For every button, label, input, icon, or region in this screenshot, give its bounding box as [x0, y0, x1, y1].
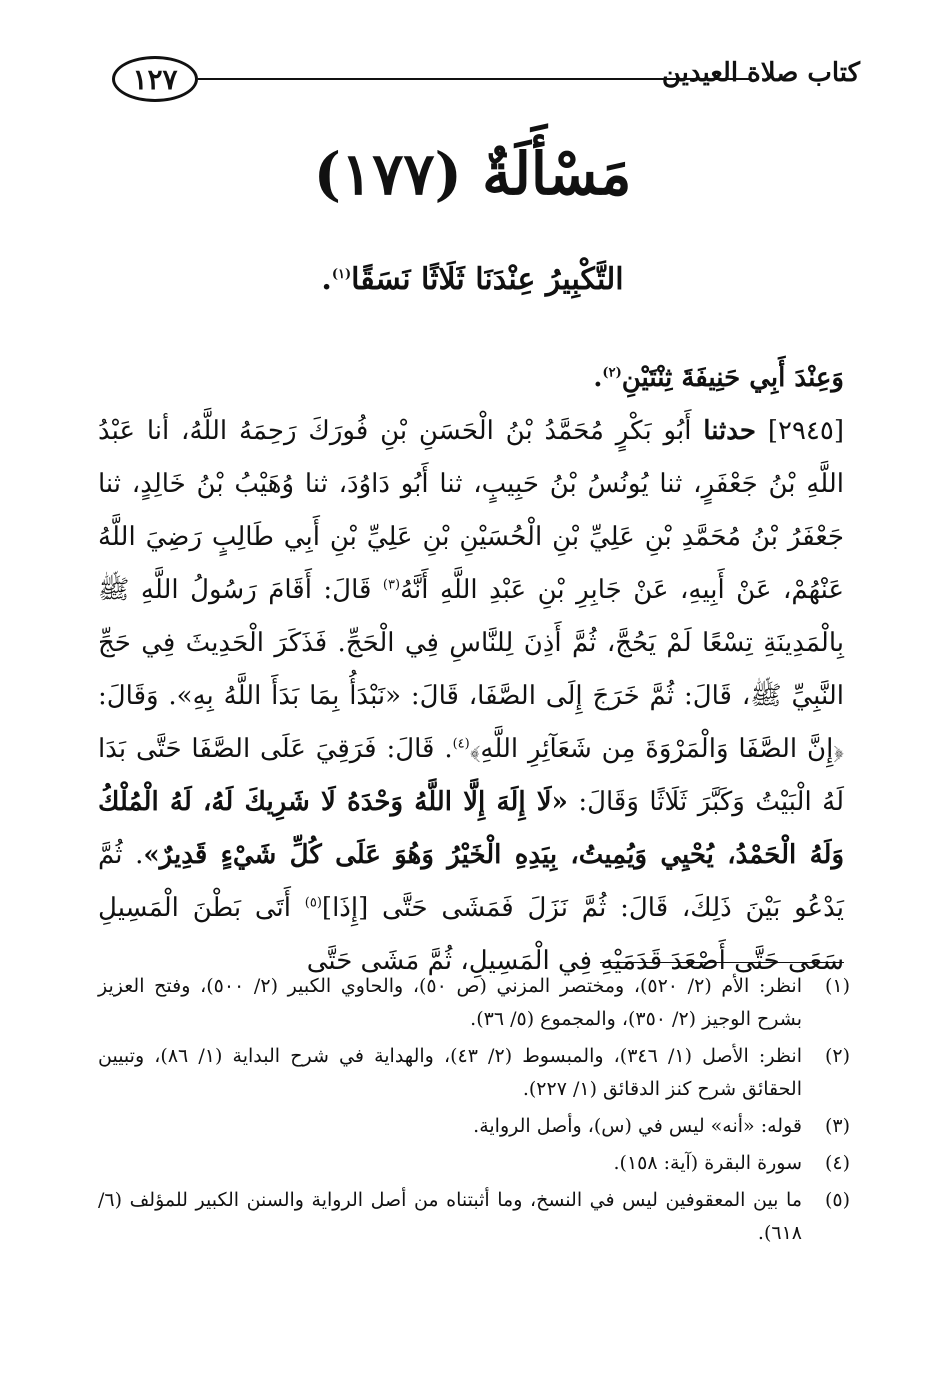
footnote-ref[interactable]: (٢) [602, 365, 622, 381]
footnote-separator [600, 962, 844, 963]
running-title: كتاب صلاة العيدين [661, 58, 860, 88]
footnote [98, 970, 850, 1036]
footnote [98, 1147, 850, 1180]
isnad-text: أَبُو بَكْرٍ مُحَمَّدُ بْنُ الْحَسَنِ بْنِ فُورَكَ رَحِمَهُ اللَّهُ، أنا عَبْدُ اللَّهِ بْنُ جَعْفَرٍ، ثنا يُونُسُ بْنُ حَبِيبٍ، ثنا أَبُو دَاوُدَ، ثنا وُهَيْبُ بْنُ خَالِدٍ، ثنا جَعْفَرُ بْنُ مُحَمَّدِ بْنِ عَلِيِّ بْنِ الْحُسَيْنِ بْنِ عَلِيِّ بْنِ أَبِي طَالِبٍ رَضِيَ اللَّهُ عَنْهُمْ، عَنْ أَبِيهِ، عَنْ جَابِرِ بْنِ عَبْدِ اللَّهِ أَنَّهُ [98, 416, 845, 605]
footnote-ref[interactable]: (١) [331, 267, 352, 282]
haddathana-word: حدثنا [703, 416, 756, 446]
page-header [100, 52, 860, 110]
footnote-ref[interactable]: (٣) [382, 577, 401, 593]
footnote-text: انظر: الأصل (١/ ٣٤٦)، والمبسوط (٢/ ٤٣)، والهداية في شرح البداية (١/ ٨٦)، وتبيين الحقائق شرح كنز الدقائق (١/ ٢٢٧). [98, 1045, 802, 1100]
chapter-title: مَسْأَلَةٌ (١٧٧) [313, 140, 632, 208]
opening-text: وَعِنْدَ أَبِي حَنِيفَةَ ثِنْتَيْنِ [621, 363, 844, 393]
footnote-number: (٤) [824, 1152, 850, 1174]
footnotes [98, 970, 850, 1254]
dhikr-quote: «لَا إِلَهَ إِلَّا اللَّهُ وَحْدَهُ لَا شَرِيكَ لَهُ، لَهُ الْمُلْكُ وَلَهُ الْحَمْدُ، يُحْيِي وَيُمِيتُ، بِيَدِهِ الْخَيْرُ وَهُوَ عَلَى كُلِّ شَيْءٍ قَدِيرٌ» [98, 787, 844, 870]
chapter-statement: التَّكْبِيرُ عِنْدَنَا ثَلَاثًا نَسَقًا$^{(١)}$. [321, 262, 624, 297]
footnote-number: (١) [824, 975, 850, 997]
matn-text-3: . ثُمَّ يَدْعُو بَيْنَ ذَلِكَ، قَالَ: ثُمَّ نَزَلَ فَمَشَى حَتَّى [98, 840, 844, 923]
bracket-insertion: [إِذَا] [321, 893, 369, 923]
footnote [98, 1040, 850, 1106]
footnote-text: انظر: الأم (٢/ ٥٢٠)، ومختصر المزني (ص ٥٠)، والحاوي الكبير (٢/ ٥٠٠)، وفتح العزيز بشرح الوجيز (٢/ ٣٥٠)، والمجموع (٥/ ٣٦). [98, 975, 802, 1030]
matn-text-4: أَتَى بَطْنَ الْمَسِيلِ سَعَى حَتَّى أَصْعَدَ قَدَمَيْهِ فِي الْمَسِيلِ، ثُمَّ مَشَى حَتَّى [98, 893, 844, 976]
footnote-text: قوله: «أنه» ليس في (س)، وأصل الرواية. [473, 1115, 802, 1137]
footnote-text: سورة البقرة (آية: ١٥٨). [613, 1152, 802, 1174]
footnote [98, 1184, 850, 1250]
page-number: ١٢٧ [112, 56, 198, 102]
footnote-text: ما بين المعقوفين ليس في النسخ، وما أثبتناه من أصل الرواية والسنن الكبير للمؤلف (٦/ ٦١٨). [98, 1189, 802, 1244]
hadith-number: [٢٩٤٥] [767, 416, 845, 446]
matn-text-2: قَالَ: فَرَقِيَ عَلَى الصَّفَا حَتَّى بَدَا لَهُ الْبَيْتُ وَكَبَّرَ ثَلَاثًا وَقَالَ: [98, 734, 844, 817]
footnote-ref[interactable]: (٥) [304, 895, 322, 911]
footnote-number: (٢) [824, 1045, 850, 1067]
footnote-number: (٣) [824, 1115, 850, 1137]
footnote-number: (٥) [824, 1189, 850, 1211]
matn-text: قَالَ: أَقَامَ رَسُولُ اللَّهِ ﷺ بِالْمَدِينَةِ تِسْعًا لَمْ يَحُجَّ، ثُمَّ أَذِنَ لِلنَّاسِ فِي الْحَجِّ. فَذَكَرَ الْحَدِيثَ فِي حَجِّ النَّبِيِّ ﷺ، قَالَ: ثُمَّ خَرَجَ إِلَى الصَّفَا، قَالَ: «نَبْدَأُ بِمَا بَدَأَ اللَّهُ بِهِ». وَقَالَ: ﴿إِنَّ الصَّفَا وَالْمَرْوَةَ مِن شَعَآئِرِ اللَّهِ﴾ [98, 575, 845, 764]
footnote-ref[interactable]: (٤) [452, 736, 470, 752]
opening-line: وَعِنْدَ أَبِي حَنِيفَةَ ثِنْتَيْنِ$^{(٢)}$. [593, 363, 844, 393]
footnote [98, 1110, 850, 1143]
hadith-paragraph: [٢٩٤٥] حدثنا أَبُو بَكْرٍ مُحَمَّدُ بْنُ الْحَسَنِ بْنِ فُورَكَ رَحِمَهُ اللَّهُ، أنا عَبْدُ اللَّهِ بْنُ جَعْفَرٍ، ثنا يُونُسُ بْنُ حَبِيبٍ، ثنا أَبُو دَاوُدَ، ثنا وُهَيْبُ بْنُ خَالِدٍ، ثنا جَعْفَرُ بْنُ مُحَمَّدِ بْنِ عَلِيِّ بْنِ الْحُسَيْنِ بْنِ عَلِيِّ بْنِ أَبِي طَالِبٍ رَضِيَ اللَّهُ عَنْهُمْ، عَنْ أَبِيهِ، عَنْ جَابِرِ بْنِ عَبْدِ اللَّهِ أَنَّهُ$^{(٣)}$ قَالَ: أَقَامَ رَسُولُ اللَّهِ ﷺ بِالْمَدِينَةِ تِسْعًا لَمْ يَحُجَّ، ثُمَّ أَذِنَ لِلنَّاسِ فِي الْحَجِّ. فَذَكَرَ الْحَدِيثَ فِي حَجِّ النَّبِيِّ ﷺ، قَالَ: ثُمَّ خَرَجَ إِلَى الصَّفَا، قَالَ: «نَبْدَأُ بِمَا بَدَأَ اللَّهُ بِهِ». وَقَالَ: ﴿إِنَّ الصَّفَا وَالْمَرْوَةَ مِن شَعَآئِرِ اللَّهِ﴾$^{(٤)}$. قَالَ: فَرَقِيَ عَلَى الصَّفَا حَتَّى بَدَا لَهُ الْبَيْتُ وَكَبَّرَ ثَلَاثًا وَقَالَ: «لَا إِلَهَ إِلَّا اللَّهُ وَحْدَهُ لَا شَرِيكَ لَهُ، لَهُ الْمُلْكُ وَلَهُ الْحَمْدُ، يُحْيِي وَيُمِيتُ، بِيَدِهِ الْخَيْرُ وَهُوَ عَلَى كُلِّ شَيْءٍ قَدِيرٌ». ثُمَّ يَدْعُو بَيْنَ ذَلِكَ، قَالَ: ثُمَّ نَزَلَ فَمَشَى حَتَّى [إِذَا]$^{(٥)}$ أَتَى بَطْنَ الْمَسِيلِ سَعَى حَتَّى أَصْعَدَ قَدَمَيْهِ فِي الْمَسِيلِ، ثُمَّ مَشَى حَتَّى [98, 416, 845, 976]
statement-text: التَّكْبِيرُ عِنْدَنَا ثَلَاثًا نَسَقًا [351, 262, 624, 297]
main-text [98, 352, 844, 988]
